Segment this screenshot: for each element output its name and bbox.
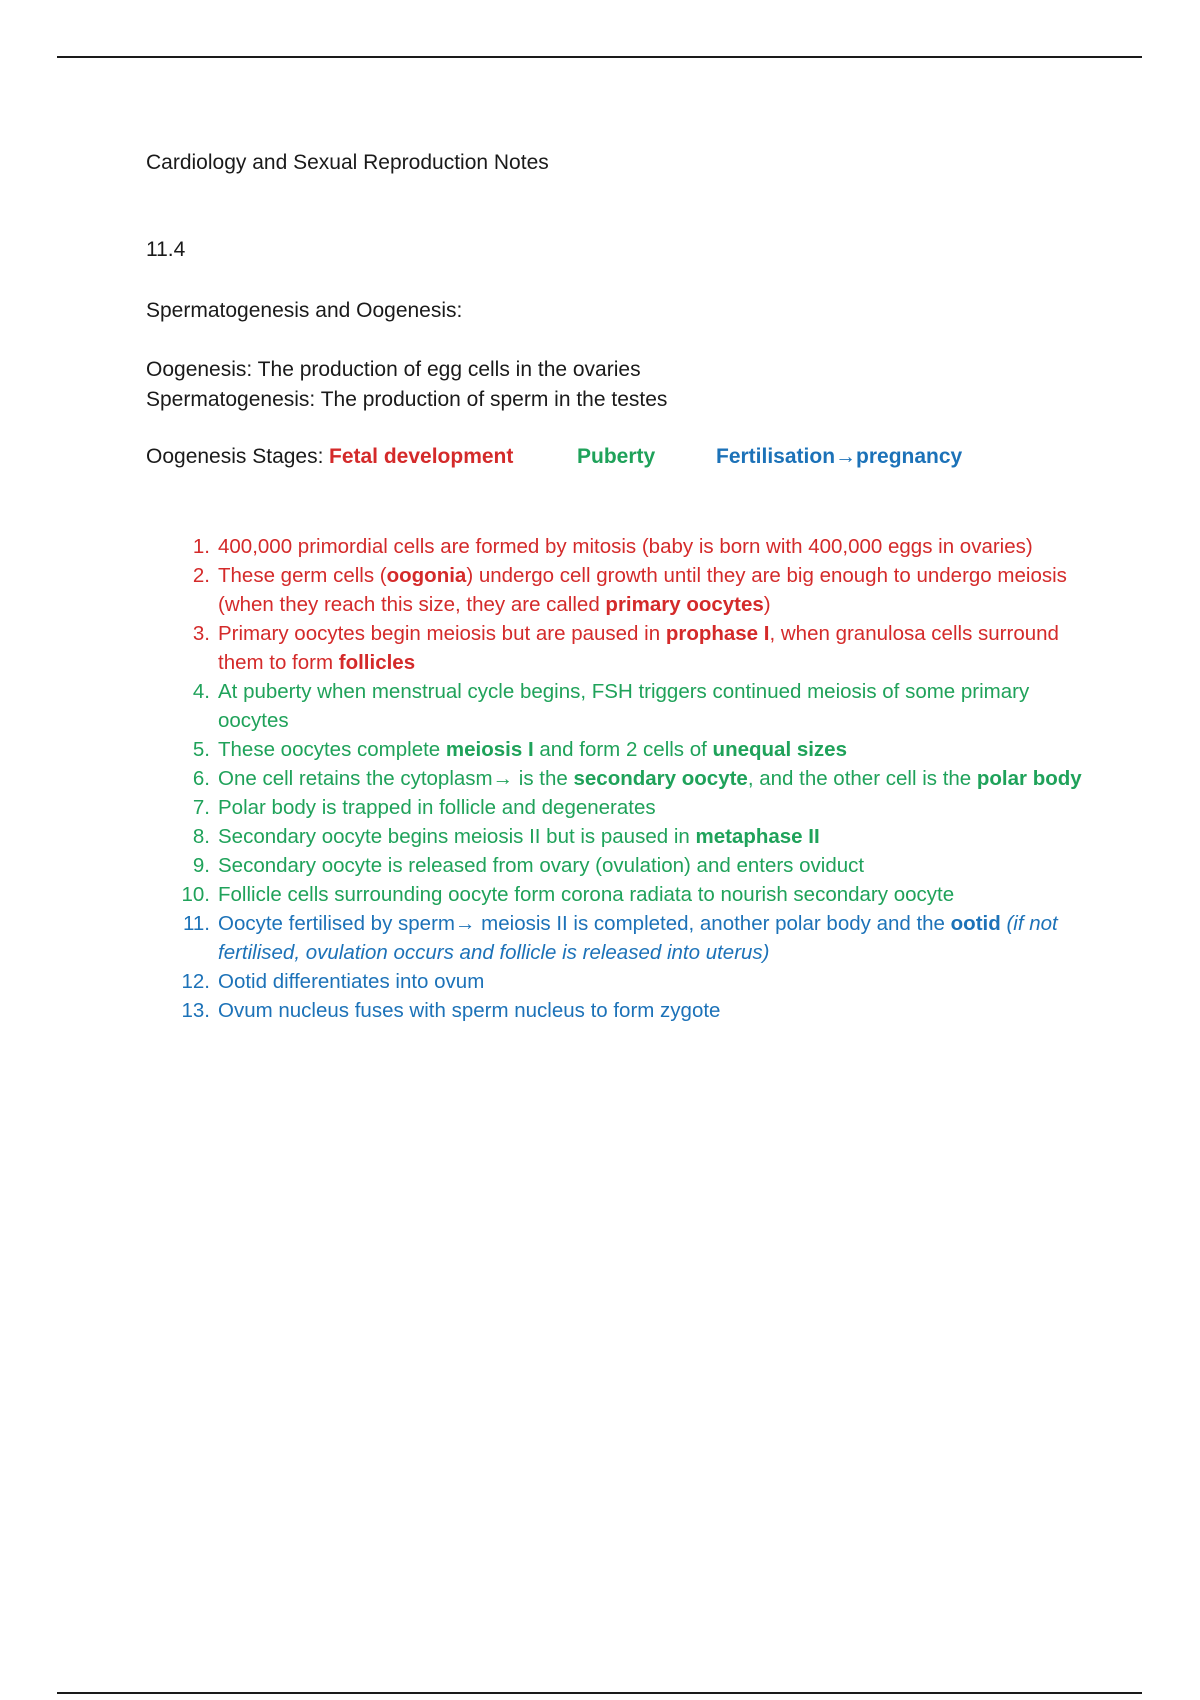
definition-oogenesis: Oogenesis: The production of egg cells in the ovaries	[146, 358, 641, 381]
definitions	[146, 355, 667, 415]
step-number: 7.	[192, 796, 210, 819]
list-item: 2. These germ cells (oogonia) undergo cell growth until they are big enough to undergo meiosis (when they reach this size, they are called primary oocytes)	[182, 561, 1082, 619]
document-title: Cardiology and Sexual Reproduction Notes	[146, 151, 549, 174]
stage-puberty: Puberty	[577, 445, 656, 468]
step-number: 13.	[181, 999, 210, 1022]
section-number: 11.4	[146, 238, 186, 261]
list-item: 10. Follicle cells surrounding oocyte form corona radiata to nourish secondary oocyte	[182, 880, 1082, 909]
list-item: 3. Primary oocytes begin meiosis but are paused in prophase I, when granulosa cells surround them to form follicles	[182, 619, 1082, 677]
stage-fertilisation-pregnancy: Fertilisation→pregnancy	[716, 445, 963, 468]
step-number: 5.	[192, 738, 210, 761]
oogenesis-steps-list	[182, 532, 1082, 1025]
list-item: 8. Secondary oocyte begins meiosis II but is paused in metaphase II	[182, 822, 1082, 851]
definition-spermatogenesis: Spermatogenesis: The production of sperm in the testes	[146, 388, 668, 411]
step-number: 8.	[192, 825, 210, 848]
list-item: 6. One cell retains the cytoplasm→ is the secondary oocyte, and the other cell is the polar body	[182, 764, 1082, 793]
stages-label: Oogenesis Stages:	[146, 445, 324, 468]
subheading: Spermatogenesis and Oogenesis:	[146, 299, 463, 322]
top-rule	[57, 56, 1142, 58]
step-number: 1.	[192, 535, 210, 558]
step-number: 11.	[183, 912, 210, 935]
list-item: 9. Secondary oocyte is released from ovary (ovulation) and enters oviduct	[182, 851, 1082, 880]
step-number: 9.	[192, 854, 210, 877]
step-number: 12.	[181, 970, 210, 993]
step-number: 6.	[192, 767, 210, 790]
step-number: 4.	[192, 680, 210, 703]
oogenesis-stages-legend	[146, 443, 963, 471]
list-item: 4. At puberty when menstrual cycle begins, FSH triggers continued meiosis of some primary oocytes	[182, 677, 1082, 735]
list-item: 12. Ootid differentiates into ovum	[182, 967, 1082, 996]
list-item: 1. 400,000 primordial cells are formed by mitosis (baby is born with 400,000 eggs in ovaries)	[182, 532, 1082, 561]
stage-fetal-development: Fetal development	[329, 445, 514, 468]
bottom-rule	[57, 1692, 1142, 1694]
step-number: 3.	[192, 622, 210, 645]
step-number: 10.	[181, 883, 210, 906]
list-item: 5. These oocytes complete meiosis I and form 2 cells of unequal sizes	[182, 735, 1082, 764]
list-item: 13. Ovum nucleus fuses with sperm nucleus to form zygote	[182, 996, 1082, 1025]
list-item: 7. Polar body is trapped in follicle and degenerates	[182, 793, 1082, 822]
step-number: 2.	[192, 564, 210, 587]
list-item: 11. Oocyte fertilised by sperm→ meiosis II is completed, another polar body and the ootid (if not fertilised, ovulation occurs and follicle is released into uterus)	[182, 909, 1082, 967]
